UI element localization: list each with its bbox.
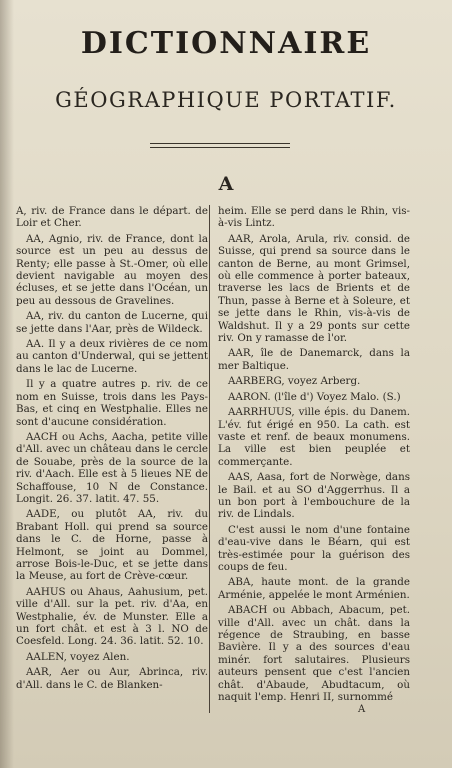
dictionary-entry: AADE, ou plutôt AA, riv. du Brabant Holl. qui prend sa source dans le C. de Horne, passe à Helmont, se joint au Dommel, arrose Bois-le-Duc, et se jette dans la Meuse, au fort de Crève-cœur. <box>16 508 208 583</box>
signature-mark: A <box>358 704 366 715</box>
dictionary-entry: AAS, Aasa, fort de Norwège, dans le Bail. et au SO d'Aggerrhus. Il a un bon port à l'embouchure de la riv. de Lindals. <box>218 471 410 521</box>
dictionary-entry: AACH ou Achs, Aacha, petite ville d'All. avec un château dans le cercle de Souabe, près de la source de la riv. d'Aach. Elle est à 5 lieues NE de Schaffouse, 10 N de Constance. Longit. 26. 37. latit. 47. 55. <box>16 430 208 505</box>
dictionary-entry: AARBERG, voyez Arberg. <box>228 375 361 388</box>
section-letter: A <box>218 173 234 195</box>
dictionary-entry: AAR, île de Danemarck, dans la mer Baltique. <box>218 347 410 372</box>
left-column <box>16 205 208 694</box>
dictionary-entry: Il y a quatre autres p. riv. de ce nom en Suisse, trois dans les Pays-Bas, et cinq en Westphalie. Elles ne sont d'aucune considération. <box>16 378 208 428</box>
dictionary-entry: AA, riv. du canton de Lucerne, qui se jette dans l'Aar, près de Wildeck. <box>16 310 208 335</box>
dictionary-entry: AAR, Arola, Arula, riv. consid. de Suisse, qui prend sa source dans le canton de Berne, au mont Grimsel, où elle commence à porter bateaux, traverse les lacs de Brients et de Thun, passe à Berne et à Soleure, et se jette dans le Rhin, vis-à-vis de Waldshut. Il y a 29 ponts sur cette riv. On y ramasse de l'or. <box>218 232 410 345</box>
dictionary-entry: AARON. (l'île d') Voyez Malo. (S.) <box>228 390 401 403</box>
dictionary-entry: AA, Agnio, riv. de France, dont la source est un peu au dessus de Renty; elle passe à St.-Omer, où elle devient navigable au moyen des écluses, et se jette dans l'Océan, un peu au dessous de Gravelines. <box>16 232 208 307</box>
page-title: DICTIONNAIRE <box>80 26 372 61</box>
dictionary-entry: C'est aussi le nom d'une fontaine d'eau-vive dans le Béarn, qui est très-estimée pour la guérison des coups de feu. <box>218 523 410 573</box>
page-subtitle: GÉOGRAPHIQUE PORTATIF. <box>55 88 397 112</box>
binding-shadow <box>0 0 14 768</box>
right-column <box>218 205 410 706</box>
dictionary-entry: AA. Il y a deux rivières de ce nom au canton d'Underwal, qui se jettent dans le lac de Lucerne. <box>16 338 208 375</box>
dictionary-entry: ABA, haute mont. de la grande Arménie, appelée le mont Arménien. <box>218 576 410 601</box>
dictionary-entry: AALEN, voyez Alen. <box>26 650 130 663</box>
dictionary-entry: AAHUS ou Ahaus, Aahusium, pet. ville d'All. sur la pet. riv. d'Aa, en Westphalie, év. de Munster. Elle a un fort chât. et est à 3 l. NO de Coesfeld. Long. 24. 36. latit. 52. 10. <box>16 585 208 648</box>
column-divider <box>209 205 210 713</box>
dictionary-entry: AARRHUUS, ville épis. du Danem. L'év. fut érigé en 950. La cath. est vaste et renf. de beaux monumens. La ville est bien peuplée et commerçante. <box>218 406 410 468</box>
dictionary-entry: AAR, Aer ou Aur, Abrinca, riv. d'All. dans le C. de Blanken- <box>16 666 208 691</box>
dictionary-entry: A, riv. de France dans le départ. de Loir et Cher. <box>16 205 208 230</box>
decorative-rule <box>150 143 290 148</box>
dictionary-entry: heim. Elle se perd dans le Rhin, vis-à-vis Lintz. <box>218 205 410 230</box>
dictionary-entry: ABACH ou Abbach, Abacum, pet. ville d'All. avec un chât. dans la régence de Straubing, en basse Bavière. Il y a des sources d'eau minér. fort salutaires. Plusieurs auteurs pensent que c'est l'ancien chât. d'Abaude, Abudtacum, où naquit l'emp. Henri II, surnommé <box>218 604 410 704</box>
